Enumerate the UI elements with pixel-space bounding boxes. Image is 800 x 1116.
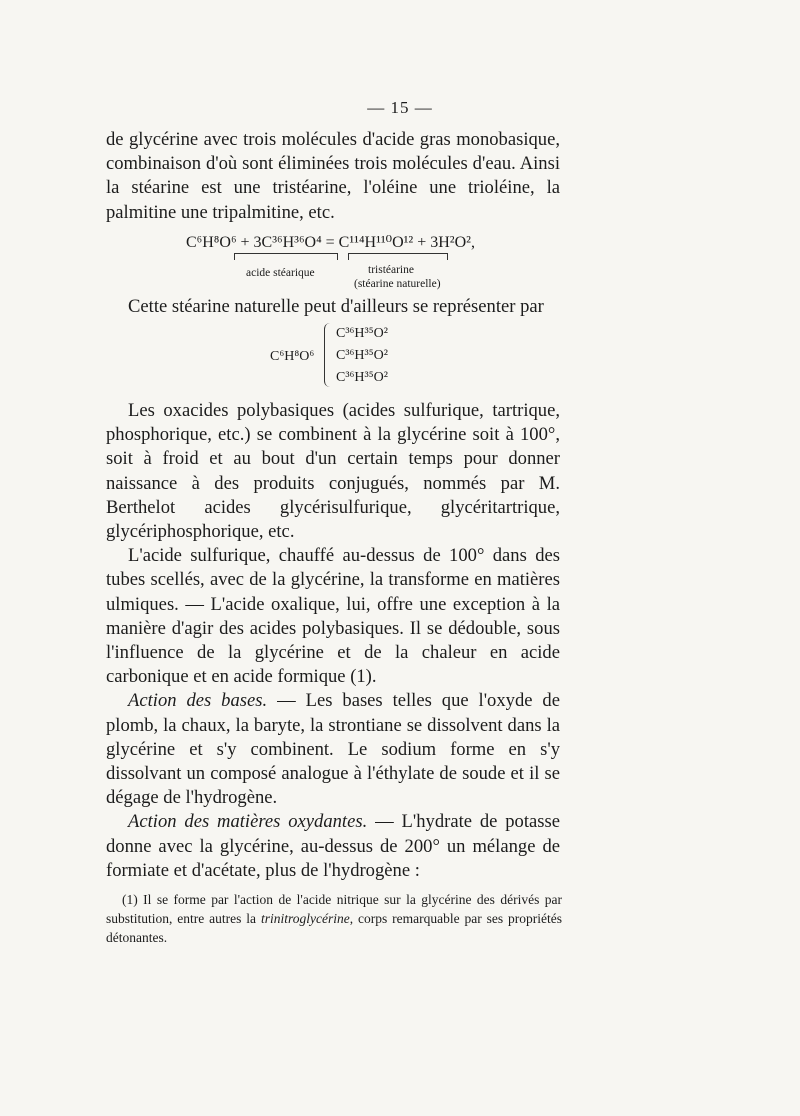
paragraph-3: Les oxacides polybasiques (acides sulfurique, tartrique, phosphorique, etc.) se combinent à la glycérine soit à 100°, soit à froid et au bout d'un certain temps pour donner naissance à des produits conjugués, nommés par M. Berthelot acides glycérisulfurique, glycéritartrique, glycériphosphorique, etc. bbox=[106, 400, 560, 543]
paragraph-4: L'acide sulfurique, chauffé au-dessus de 100° dans des tubes scellés, avec de la glycérine, la transforme en matières ulmiques. — L'acide oxalique, lui, offre une exception à la manière d'agir des acides polybasiques. Il se dédouble, sous l'influence de la glycérine et de la chaleur en acide carbonique et en acide formique (1). bbox=[106, 545, 560, 688]
formula-row: C³⁶H³⁵O² bbox=[336, 326, 388, 342]
page-body bbox=[106, 128, 560, 883]
formula-rows bbox=[336, 323, 388, 389]
paragraph-6-title: Action des matières oxydantes. bbox=[128, 811, 368, 833]
caption-natural: (stéarine naturelle) bbox=[354, 277, 441, 290]
formula-row: C³⁶H³⁵O² bbox=[336, 370, 388, 386]
formula-brace bbox=[324, 323, 333, 387]
paragraph-5 bbox=[106, 689, 560, 810]
footnote-text-start: (1) Il se forme par l'action de l'acide nitrique sur la glycérine des dérivés par substitution, entre autres la bbox=[106, 892, 562, 926]
equation-line: C⁶H⁸O⁶ + 3C³⁶H³⁶O⁴ = C¹¹⁴H¹¹⁰O¹² + 3H²O², bbox=[186, 233, 475, 251]
caption-tristearine: tristéarine bbox=[368, 263, 414, 276]
footnote bbox=[106, 890, 562, 947]
formula-left: C⁶H⁸O⁶ bbox=[270, 349, 315, 365]
paragraph-2: Cette stéarine naturelle peut d'ailleurs se représenter par bbox=[128, 295, 544, 317]
paragraph-1: de glycérine avec trois molécules d'acide gras monobasique, combinaison d'où sont éliminées trois molécules d'eau. Ainsi la stéarine est une tristéarine, l'oléine une trioléine, la palmitine une tripalmitine, etc. bbox=[106, 129, 560, 223]
formula-row: C³⁶H³⁵O² bbox=[336, 348, 388, 364]
page-number: — 15 — bbox=[367, 98, 433, 117]
underbrace-acid bbox=[234, 253, 338, 260]
paragraph-6-text: — L'hydrate de potasse donne avec la glycérine, au-dessus de 200° un mélange de formiate et d'acétate, plus de l'hydrogène : bbox=[106, 811, 561, 881]
caption-acid: acide stéarique bbox=[246, 266, 315, 279]
formula-block bbox=[106, 321, 560, 391]
paragraph-5-text: — Les bases telles que l'oxyde de plomb, la chaux, la baryte, la strontiane se dissolvent dans la glycérine et s'y combinent. Le sodium forme en s'y dissolvant un composé analogue à l'éthylate de soude et il se dégage de l'hydrogène. bbox=[106, 690, 560, 809]
paragraph-5-title: Action des bases. bbox=[128, 690, 268, 712]
footnote-text-end: , corps remarquable par ses propriétés détonantes. bbox=[106, 911, 563, 945]
footnote-italic-term: trinitroglycérine bbox=[260, 911, 350, 926]
paragraph-6 bbox=[106, 810, 560, 883]
equation-block bbox=[106, 231, 560, 295]
